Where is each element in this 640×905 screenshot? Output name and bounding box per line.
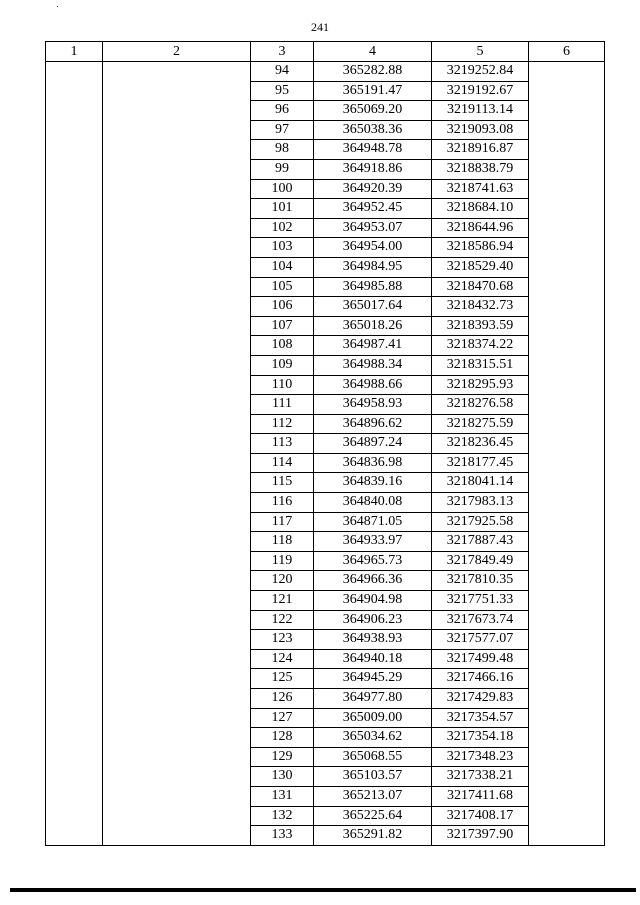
y-coordinate-cell: 3217429.83 (432, 689, 529, 709)
point-number-cell: 106 (251, 297, 314, 317)
y-coordinate-cell: 3219093.08 (432, 120, 529, 140)
y-coordinate-cell: 3217408.17 (432, 806, 529, 826)
y-coordinate-cell: 3218275.59 (432, 414, 529, 434)
col1-cell (46, 62, 103, 846)
point-number-cell: 124 (251, 649, 314, 669)
point-number-cell: 109 (251, 355, 314, 375)
x-coordinate-cell: 364918.86 (314, 159, 432, 179)
point-number-cell: 122 (251, 610, 314, 630)
x-coordinate-cell: 364897.24 (314, 434, 432, 454)
x-coordinate-cell: 364988.34 (314, 355, 432, 375)
point-number-cell: 103 (251, 238, 314, 258)
point-number-cell: 127 (251, 708, 314, 728)
x-coordinate-cell: 364945.29 (314, 669, 432, 689)
x-coordinate-cell: 365034.62 (314, 728, 432, 748)
col2-cell (103, 62, 251, 846)
x-coordinate-cell: 365291.82 (314, 826, 432, 846)
point-number-cell: 129 (251, 747, 314, 767)
y-coordinate-cell: 3218177.45 (432, 453, 529, 473)
x-coordinate-cell: 365103.57 (314, 767, 432, 787)
column-header-4: 4 (314, 42, 432, 62)
point-number-cell: 121 (251, 591, 314, 611)
point-number-cell: 102 (251, 218, 314, 238)
point-number-cell: 114 (251, 453, 314, 473)
table-row (46, 62, 605, 82)
x-coordinate-cell: 364933.97 (314, 532, 432, 552)
x-coordinate-cell: 364953.07 (314, 218, 432, 238)
y-coordinate-cell: 3218470.68 (432, 277, 529, 297)
point-number-cell: 133 (251, 826, 314, 846)
x-coordinate-cell: 364839.16 (314, 473, 432, 493)
point-number-cell: 130 (251, 767, 314, 787)
y-coordinate-cell: 3217751.33 (432, 591, 529, 611)
x-coordinate-cell: 364906.23 (314, 610, 432, 630)
x-coordinate-cell: 364836.98 (314, 453, 432, 473)
point-number-cell: 107 (251, 316, 314, 336)
point-number-cell: 94 (251, 62, 314, 82)
point-number-cell: 117 (251, 512, 314, 532)
y-coordinate-cell: 3219113.14 (432, 101, 529, 121)
point-number-cell: 132 (251, 806, 314, 826)
y-coordinate-cell: 3217466.16 (432, 669, 529, 689)
x-coordinate-cell: 364985.88 (314, 277, 432, 297)
x-coordinate-cell: 364896.62 (314, 414, 432, 434)
x-coordinate-cell: 364966.36 (314, 571, 432, 591)
column-header-1: 1 (46, 42, 103, 62)
y-coordinate-cell: 3218315.51 (432, 355, 529, 375)
x-coordinate-cell: 365225.64 (314, 806, 432, 826)
point-number-cell: 105 (251, 277, 314, 297)
x-coordinate-cell: 364952.45 (314, 199, 432, 219)
y-coordinate-cell: 3219252.84 (432, 62, 529, 82)
point-number-cell: 101 (251, 199, 314, 219)
point-number-cell: 116 (251, 493, 314, 513)
page-number: 241 (311, 20, 329, 34)
table-body (46, 62, 605, 846)
col6-cell (529, 62, 605, 846)
x-coordinate-cell: 364988.66 (314, 375, 432, 395)
point-number-cell: 97 (251, 120, 314, 140)
y-coordinate-cell: 3218684.10 (432, 199, 529, 219)
point-number-cell: 111 (251, 395, 314, 415)
y-coordinate-cell: 3217673.74 (432, 610, 529, 630)
x-coordinate-cell: 364954.00 (314, 238, 432, 258)
coordinates-table (45, 41, 605, 846)
x-coordinate-cell: 364904.98 (314, 591, 432, 611)
point-number-cell: 123 (251, 630, 314, 650)
x-coordinate-cell: 364958.93 (314, 395, 432, 415)
y-coordinate-cell: 3217348.23 (432, 747, 529, 767)
point-number-cell: 128 (251, 728, 314, 748)
y-coordinate-cell: 3217354.18 (432, 728, 529, 748)
x-coordinate-cell: 365017.64 (314, 297, 432, 317)
x-coordinate-cell: 365069.20 (314, 101, 432, 121)
y-coordinate-cell: 3218276.58 (432, 395, 529, 415)
point-number-cell: 99 (251, 159, 314, 179)
point-number-cell: 112 (251, 414, 314, 434)
point-number-cell: 120 (251, 571, 314, 591)
point-number-cell: 126 (251, 689, 314, 709)
y-coordinate-cell: 3218741.63 (432, 179, 529, 199)
x-coordinate-cell: 365282.88 (314, 62, 432, 82)
x-coordinate-cell: 365009.00 (314, 708, 432, 728)
point-number-cell: 104 (251, 257, 314, 277)
y-coordinate-cell: 3218644.96 (432, 218, 529, 238)
x-coordinate-cell: 364987.41 (314, 336, 432, 356)
x-coordinate-cell: 364938.93 (314, 630, 432, 650)
x-coordinate-cell: 364984.95 (314, 257, 432, 277)
y-coordinate-cell: 3218374.22 (432, 336, 529, 356)
x-coordinate-cell: 364940.18 (314, 649, 432, 669)
x-coordinate-cell: 365038.36 (314, 120, 432, 140)
column-header-6: 6 (529, 42, 605, 62)
scan-speck (57, 6, 58, 7)
y-coordinate-cell: 3217411.68 (432, 786, 529, 806)
x-coordinate-cell: 365018.26 (314, 316, 432, 336)
point-number-cell: 96 (251, 101, 314, 121)
y-coordinate-cell: 3217499.48 (432, 649, 529, 669)
point-number-cell: 100 (251, 179, 314, 199)
x-coordinate-cell: 364948.78 (314, 140, 432, 160)
y-coordinate-cell: 3219192.67 (432, 81, 529, 101)
point-number-cell: 119 (251, 551, 314, 571)
point-number-cell: 131 (251, 786, 314, 806)
y-coordinate-cell: 3217338.21 (432, 767, 529, 787)
y-coordinate-cell: 3218529.40 (432, 257, 529, 277)
y-coordinate-cell: 3218838.79 (432, 159, 529, 179)
column-header-5: 5 (432, 42, 529, 62)
x-coordinate-cell: 365191.47 (314, 81, 432, 101)
x-coordinate-cell: 364840.08 (314, 493, 432, 513)
x-coordinate-cell: 365068.55 (314, 747, 432, 767)
point-number-cell: 115 (251, 473, 314, 493)
y-coordinate-cell: 3217887.43 (432, 532, 529, 552)
header-row (46, 42, 605, 62)
y-coordinate-cell: 3218393.59 (432, 316, 529, 336)
point-number-cell: 110 (251, 375, 314, 395)
point-number-cell: 118 (251, 532, 314, 552)
y-coordinate-cell: 3217354.57 (432, 708, 529, 728)
column-header-3: 3 (251, 42, 314, 62)
point-number-cell: 125 (251, 669, 314, 689)
point-number-cell: 95 (251, 81, 314, 101)
y-coordinate-cell: 3218432.73 (432, 297, 529, 317)
y-coordinate-cell: 3217397.90 (432, 826, 529, 846)
y-coordinate-cell: 3218041.14 (432, 473, 529, 493)
y-coordinate-cell: 3217983.13 (432, 493, 529, 513)
x-coordinate-cell: 364977.80 (314, 689, 432, 709)
column-header-2: 2 (103, 42, 251, 62)
y-coordinate-cell: 3217925.58 (432, 512, 529, 532)
x-coordinate-cell: 364871.05 (314, 512, 432, 532)
x-coordinate-cell: 364965.73 (314, 551, 432, 571)
y-coordinate-cell: 3217849.49 (432, 551, 529, 571)
point-number-cell: 108 (251, 336, 314, 356)
x-coordinate-cell: 365213.07 (314, 786, 432, 806)
y-coordinate-cell: 3218295.93 (432, 375, 529, 395)
y-coordinate-cell: 3218916.87 (432, 140, 529, 160)
y-coordinate-cell: 3218586.94 (432, 238, 529, 258)
point-number-cell: 113 (251, 434, 314, 454)
bottom-rule (10, 888, 636, 892)
point-number-cell: 98 (251, 140, 314, 160)
y-coordinate-cell: 3218236.45 (432, 434, 529, 454)
x-coordinate-cell: 364920.39 (314, 179, 432, 199)
y-coordinate-cell: 3217810.35 (432, 571, 529, 591)
y-coordinate-cell: 3217577.07 (432, 630, 529, 650)
